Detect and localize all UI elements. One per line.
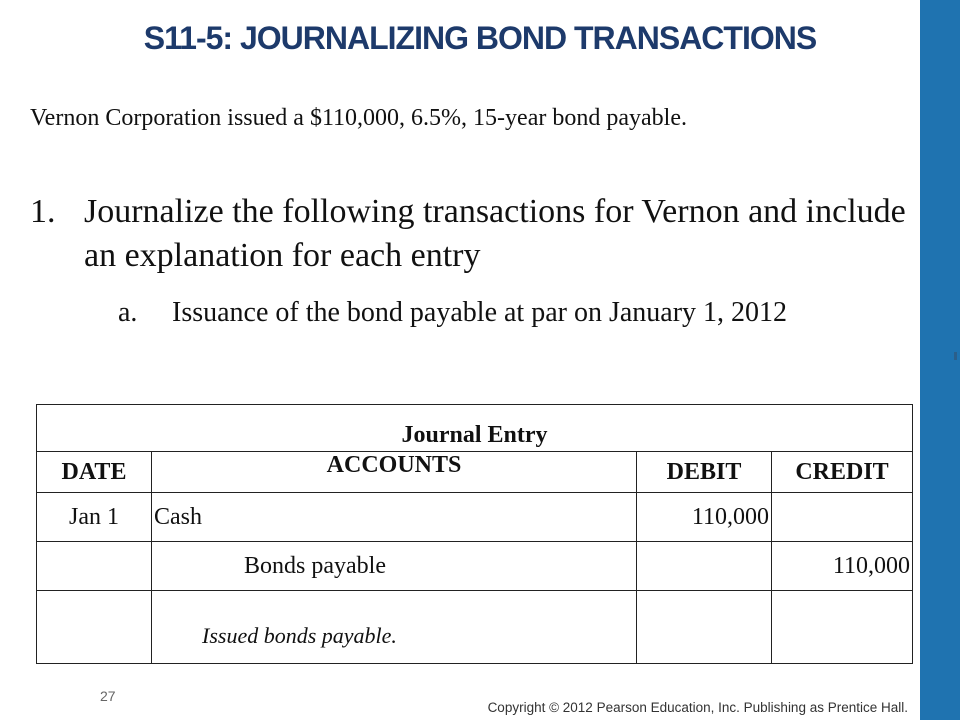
cell-debit: 110,000 (637, 493, 772, 542)
instruction-text: Journalize the following transactions for Vernon and include an explanation for each entry (84, 193, 906, 274)
subitem-letter: a. (118, 297, 138, 328)
journal-caption: Journal Entry (37, 405, 913, 452)
header-date: DATE (37, 452, 152, 493)
journal-header-row (37, 452, 913, 493)
slide-title: S11-5: JOURNALIZING BOND TRANSACTIONS (143, 20, 817, 56)
cell-date: Jan 1 (37, 493, 152, 542)
cell-credit-empty (772, 591, 913, 664)
table-row-explanation (37, 591, 913, 664)
instruction-subitem-a (118, 295, 918, 331)
sidebar-mark (954, 352, 957, 360)
header-credit: CREDIT (772, 452, 913, 493)
cell-explanation: Issued bonds payable. (152, 591, 637, 664)
table-row (37, 542, 913, 591)
cell-debit-empty (637, 591, 772, 664)
subitem-text: Issuance of the bond payable at par on January 1, 2012 (172, 297, 788, 328)
header-debit: DEBIT (637, 452, 772, 493)
cell-account: Bonds payable (152, 542, 637, 591)
instruction-number: 1. (30, 193, 56, 230)
instruction-item-1 (30, 190, 920, 278)
copyright-notice: Copyright © 2012 Pearson Education, Inc. Publishing as Prentice Hall. (487, 700, 908, 715)
page-number: 27 (100, 688, 116, 704)
header-accounts: ACCOUNTS (152, 452, 637, 493)
intro-text: Vernon Corporation issued a $110,000, 6.5%, 15-year bond payable. (30, 105, 687, 131)
accent-sidebar (920, 0, 960, 720)
cell-date (37, 542, 152, 591)
cell-date-empty (37, 591, 152, 664)
cell-credit: 110,000 (772, 542, 913, 591)
cell-credit (772, 493, 913, 542)
journal-entry-table (36, 404, 913, 664)
table-row (37, 493, 913, 542)
cell-account: Cash (152, 493, 637, 542)
cell-debit (637, 542, 772, 591)
journal-caption-row (37, 405, 913, 452)
